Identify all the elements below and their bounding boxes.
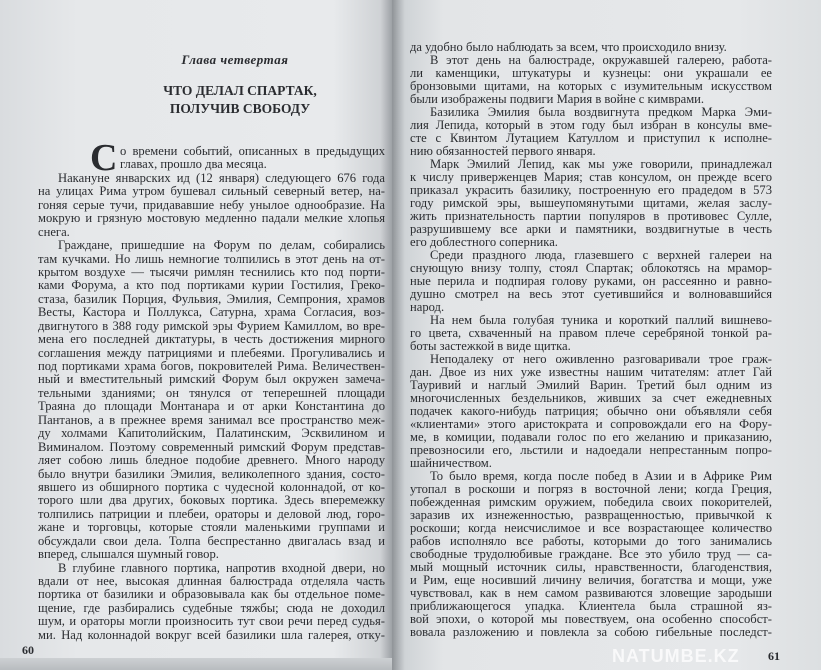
chapter-label: Глава четвертая — [181, 52, 289, 67]
chapter-title-line: ПОЛУЧИВ СВОБОДУ — [169, 101, 311, 116]
text-line: году римской эры, вышеупомянутыми щитами, желая заслу- — [410, 197, 772, 210]
paragraph — [410, 158, 772, 249]
text-line: снега. — [38, 225, 70, 239]
right-page — [392, 0, 821, 670]
paragraph — [410, 41, 772, 54]
page-number: 61 — [768, 649, 780, 663]
text-line: заразив их изнеженностью, развращенностью, привычкой к — [410, 509, 772, 522]
text-line: ляет собою лишь бледное подобие древнего. Много народу — [38, 454, 385, 468]
paragraph — [410, 249, 772, 314]
paragraph — [38, 172, 385, 239]
text-line: побежденная римским оружием, победила своих покорителей, — [410, 496, 772, 509]
text-line: ду холмами Капитолийским, Палатинским, Эсквилином и — [38, 427, 385, 441]
text-line: Базилика Эмилия была воздвигнута предком Марка Эми- — [430, 106, 772, 119]
text-line: го цвета, схваченный на правом плече серебряной тонкой ра- — [410, 327, 772, 340]
text-line: утопал в роскоши и погряз в восточной лени; когда Греция, — [410, 483, 772, 496]
text-line: соглашения между патрициями и плебеями. Прогуливались и — [38, 346, 385, 360]
text-line: толпились патриции и плебеи, ораторы и деловой люд, горо- — [38, 507, 385, 521]
text-line: То было время, когда после побед в Азии и в Африке Рим — [430, 470, 772, 483]
text-line: крытом воздухе — тысячи римлян теснились кто под порти- — [38, 265, 385, 279]
paragraph — [38, 239, 385, 562]
text-line: мокрую и грязную мостовую медленно падали мелкие хлопья — [38, 212, 385, 226]
paragraph — [38, 562, 385, 643]
text-line: обсуждали свои дела. Толпа беспрестанно двигалась взад и — [38, 534, 385, 548]
text-line: жане и торговцы, которые стояли маленькими группами и — [38, 521, 385, 535]
text-line: были изображены подвиги Мария в войне с кимврами. — [410, 93, 705, 106]
text-line: тельными зданиями; он тянулся от теперешней площади — [38, 386, 385, 400]
text-line: там кучками. Но лишь немногие толпились в этот день на от- — [38, 252, 385, 266]
text-line: Весты, Кастора и Поллукса, Сатурна, храма Согласия, воз- — [38, 306, 385, 320]
text-line: лия Лепида, который в этом году был избран в консулы вме- — [410, 119, 772, 132]
chapter-title — [150, 82, 330, 118]
text-line: стаза, базилик Порция, Фульвия, Эмилия, Семпрония, храмов — [38, 292, 385, 306]
left-page-body-text — [38, 137, 385, 642]
text-line: да удобно было наблюдать за всем, что происходило внизу. — [410, 41, 727, 54]
text-line: ный и вместительный римский Форум был окружен замеча- — [38, 373, 385, 387]
text-line: подачек какого-нибудь патриция; обычно они объявляли себя — [410, 405, 772, 418]
text-line: Виминалом. Поэтому современный римский Форум представ- — [38, 440, 385, 454]
text-line: На нем была голубая туника и короткий паллий вишнево- — [430, 314, 772, 327]
page-number: 60 — [22, 643, 34, 657]
text-line: вовала разложению и повлекла за собою гибельные последст- — [410, 626, 772, 639]
text-line: снующую внизу толпу, стоял Спартак; облокотясь на мрамор- — [410, 262, 772, 275]
text-line: ные перила и подпирая голову руками, он рассеянно и равно- — [410, 275, 772, 288]
text-line: гоняя серые тучи, придававшие небу унылое однообразие. На — [38, 198, 385, 212]
text-line: многочисленных бездельников, живших за счет ежедневных — [410, 392, 772, 405]
text-line: вперед, слышался шумный говор. — [38, 548, 219, 562]
text-line: «клиентами» этого аристократа и сопровождали его на Фору- — [410, 418, 772, 431]
text-line: народ. — [410, 301, 445, 314]
text-line: разрушившему все арки и памятники, воздвигнутые в честь — [410, 223, 772, 236]
text-line: Тауривий и наглый Эмилий Варин. Третий был одним из — [410, 379, 772, 392]
text-line: портика от базилики и образовывала как бы отдельное поме- — [38, 588, 385, 602]
text-line: торого шли два других, боковых портика. Здесь вперемежку — [38, 494, 385, 508]
text-line: чувствовал, как в нем самом развиваются зловещие зародыши — [410, 587, 772, 600]
page-edge — [0, 658, 392, 670]
text-line: рабов исполняло все работы, которыми до того занимались — [410, 535, 772, 548]
left-page — [0, 0, 392, 670]
text-line: вдали от нее, высокая длинная балюстрада отделяла часть — [38, 575, 385, 588]
text-line: главах, прошло два месяца. — [120, 158, 267, 172]
text-line: и Рим, еще носивший личину величия, богатства и мощи, уже — [410, 574, 772, 587]
text-line: свободные трудолюбивые граждане. Все это убило труд — са- — [410, 548, 772, 561]
text-line: двигнутого в 388 году римской эры Фурием Камиллом, во вре- — [38, 319, 385, 333]
text-line: мена его последней диктатуры, в честь достижения мирного — [38, 333, 385, 347]
text-line: Неподалеку от него оживленно разговаривали трое граж- — [430, 353, 772, 366]
text-line: ли каменщики, штукатуры и кузнецы: они украшали ее — [410, 67, 772, 80]
text-line: Пантанов, а в прежнее время занимал все пространство меж- — [38, 413, 385, 427]
chapter-title-line: ЧТО ДЕЛАЛ СПАРТАК, — [163, 83, 317, 98]
text-line: душно смотрел на весь этот суетившийся и волновавшийся — [410, 288, 772, 301]
text-line: ме, в комиции, подавали голос по его желанию и приказанию, — [410, 431, 772, 444]
text-line: вой эпохи, о которой мы повествуем, она особенно способст- — [410, 613, 772, 626]
text-line: бронзовыми щитами, на которых с изумительным искусством — [410, 80, 772, 93]
text-line: роскоши; когда неисчислимое и все возрастающее количество — [410, 522, 772, 535]
paragraph — [410, 106, 772, 158]
text-line: о времени событий, описанных в предыдущих — [120, 145, 385, 158]
text-line: Граждане, пришедшие на Форум по делам, собирались — [58, 239, 385, 253]
text-line: В глубине главного портика, напротив входной двери, но — [58, 561, 385, 575]
text-line: к числу приверженцев Мария; став консулом, он прежде всего — [410, 171, 772, 184]
text-line: шум, и ораторы могли произносить тут свои речи перед судья- — [38, 615, 385, 629]
text-line: нию обязанностей первого января. — [410, 145, 596, 158]
text-line: щение, где разбирались судебные тяжбы; сюда не доходил — [38, 601, 385, 615]
text-line: было внутри базилики Эмилия, великолепного здания, состо- — [38, 467, 385, 481]
text-line: ми. Над колоннадой вокруг всей базилики шла галерея, отку- — [38, 628, 385, 642]
text-line: превозносили его, льстили и надоедали непрестанным попро- — [410, 444, 772, 457]
text-line: на улицах Рима утром бушевал сильный северный ветер, на- — [38, 185, 385, 199]
text-line: его доблестного соперника. — [410, 236, 558, 249]
text-line: под портиками храма богов, покровителей Рима. Величествен- — [38, 360, 385, 373]
text-line: приказал украсить базилику, построенную его прадедом в 573 — [410, 184, 772, 197]
text-line: Накануне январских ид (12 января) следующего 676 года — [58, 171, 385, 185]
drop-cap: С — [90, 137, 118, 179]
text-line: Марк Эмилий Лепид, как мы уже говорили, принадлежал — [430, 158, 772, 171]
text-line: Среди праздного люда, глазевшего с верхней галереи на — [430, 249, 772, 262]
text-line: сте с Квинтом Лутацием Катуллом и приступил к исполне- — [410, 132, 772, 145]
paragraph — [410, 353, 772, 470]
text-line: приближающегося упадка. Клиентела была страшной яз- — [410, 600, 772, 613]
text-line: В этот день на балюстраде, окружавшей галерею, работа- — [430, 54, 772, 67]
paragraph — [410, 54, 772, 106]
paragraph — [410, 470, 772, 639]
text-line: явшего из обширного портика с чудесной колоннадой, от ко- — [38, 480, 385, 494]
watermark: NATUMBE.KZ — [612, 646, 740, 666]
text-line: дан. Двое из них уже известны нашим читателям: атлет Гай — [410, 366, 772, 379]
right-page-body-text — [410, 41, 772, 639]
text-line: жить признательность партии популяров в противовес Сулле, — [410, 210, 772, 223]
text-line: ками Форума, а кто под портиками курии Гостилия, Греко- — [38, 279, 385, 293]
text-line: боты застежкой в виде щитка. — [410, 340, 571, 353]
text-line: мый мощный источник силы, нравственности, благоденствия, — [410, 561, 772, 574]
text-line: шайничеством. — [410, 457, 492, 470]
text-line: Траяна до площади Монтанара и от арки Константина до — [38, 400, 385, 414]
paragraph — [410, 314, 772, 353]
